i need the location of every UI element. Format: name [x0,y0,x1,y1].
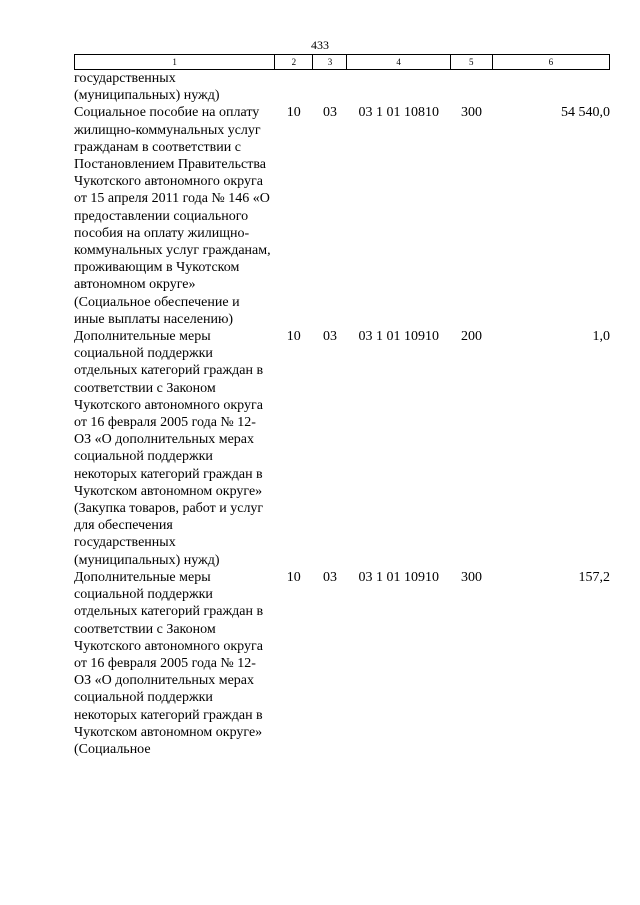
column-header-table [74,54,610,70]
column-number-1: 1 [75,55,275,70]
row-target-code: 03 1 01 10910 [358,569,439,585]
column-number-5: 5 [450,55,492,70]
row-subsection [313,70,347,104]
budget-table [74,70,610,758]
row-target-code: 03 1 01 10810 [358,105,439,121]
column-number-4: 4 [347,55,450,70]
row-section: 10 [286,329,301,345]
table-row [74,569,610,758]
column-number-3: 3 [313,55,347,70]
row-name: государственных (муниципальных) нужд) [74,71,220,104]
row-section [275,70,313,104]
row-subsection: 03 [322,105,337,121]
table-row [74,104,610,328]
column-number-6: 6 [492,55,609,70]
row-expense-type: 200 [460,329,482,345]
row-section: 10 [286,569,301,585]
row-expense-type: 300 [460,569,482,585]
page-number: 433 [311,38,329,52]
row-expense-type [450,70,492,104]
row-target-code: 03 1 01 10910 [358,329,439,345]
row-name: Социальное пособие на оплату жилищно-коммунальных услуг гражданам в соответствии с Постановлением Правительства Чукотского автономного округа от 15 апреля 2011 года № 146 «О предоставлении социального пособия на оплату жилищно-коммунальных услуг гражданам, проживающим в Чукотском автономном округе» (Социальное обеспечение и иные выплаты населению) [74,105,271,327]
row-amount [493,70,610,104]
row-amount: 157,2 [578,569,610,585]
row-target-code [347,70,450,104]
row-name: Дополнительные меры социальной поддержки отдельных категорий граждан в соответствии с Законом Чукотского автономного округа от 16 февраля 2005 года № 12-ОЗ «О дополнительных мерах социальной поддержки некоторых категорий граждан в Чукотском автономном округе» (Социальное [74,569,264,757]
row-subsection: 03 [322,569,337,585]
row-subsection: 03 [322,329,337,345]
row-expense-type: 300 [460,105,482,121]
row-name: Дополнительные меры социальной поддержки отдельных категорий граждан в соответствии с Законом Чукотского автономного округа от 16 февраля 2005 года № 12-ОЗ «О дополнительных мерах социальной поддержки некоторых категорий граждан в Чукотском автономном округе» (Закупка товаров, работ и услуг для обеспечения государственных (муниципальных) нужд) [74,329,264,568]
row-amount: 1,0 [592,329,610,345]
row-amount: 54 540,0 [561,105,610,121]
row-section: 10 [286,105,301,121]
table-row [74,328,610,569]
column-number-2: 2 [275,55,313,70]
column-number-row [75,55,610,70]
table-row [74,70,610,104]
